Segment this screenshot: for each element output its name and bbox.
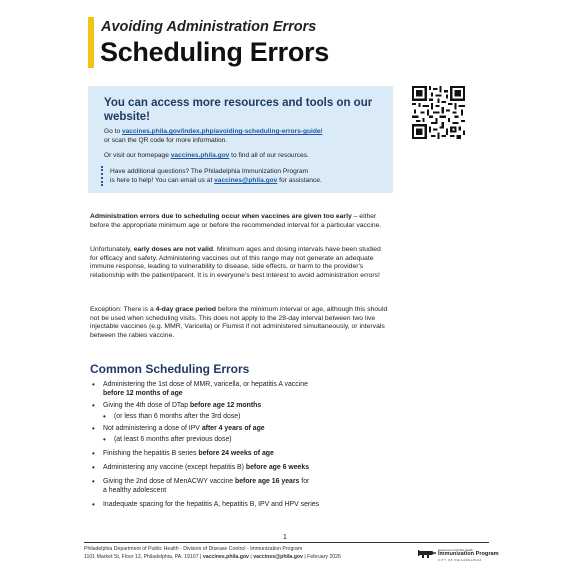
b5-bold: before age 6 weeks xyxy=(245,464,310,471)
list-item-text xyxy=(93,381,393,398)
qr-code-icon[interactable] xyxy=(412,86,465,139)
list-item xyxy=(93,425,393,434)
resources-line-5 xyxy=(110,177,322,186)
list-item xyxy=(93,464,393,473)
b6-bold: before age 16 years xyxy=(235,478,300,485)
document-title: Scheduling Errors xyxy=(100,37,329,67)
exception-b: before the minimum interval or age, although this should not be used when scheduling visits. This does not apply to the 28-day interval between two live injectable vaccines (e.g. MMR, Varicella) or Flumist if not administered simultaneously, or intervals between the rabies vaccine. xyxy=(90,306,388,340)
email-link[interactable]: vaccines@phila.gov xyxy=(214,177,278,184)
list-item-text xyxy=(93,478,393,495)
resources-line-2: or scan the QR code for more information. xyxy=(104,137,228,144)
resources-line-3-suffix: to find all of our resources. xyxy=(229,152,309,159)
list-item-text xyxy=(93,425,393,434)
list-subitem xyxy=(104,436,384,445)
resources-line-5-text: is here to help! You can email us at xyxy=(110,177,215,184)
list-item xyxy=(93,402,393,411)
footer-line-1: Philadelphia Department of Public Health - Division of Disease Control - Immunization Program xyxy=(84,546,303,552)
logo-city-text: CITY OF PHILADELPHIA xyxy=(438,558,482,562)
footer-line-2 xyxy=(84,554,341,561)
intro-rest: – either before the appropriate minimum age or before the recommended interval for a particular vaccine. xyxy=(90,213,382,229)
b3-bold: after 4 years of age xyxy=(201,425,265,432)
exception-paragraph xyxy=(90,306,390,341)
list-item-text xyxy=(93,402,393,411)
validity-a: Unfortunately, xyxy=(90,246,134,253)
b3-sub: • (at least 6 months after previous dose) xyxy=(114,436,232,443)
footer-date: | February 2026 xyxy=(302,554,341,560)
footer-separator: | xyxy=(248,554,254,560)
list-item xyxy=(93,450,393,459)
exception-bold: 4-day grace period xyxy=(155,306,217,313)
list-item xyxy=(93,381,393,398)
resources-line-1 xyxy=(104,128,322,137)
intro-paragraph xyxy=(90,213,390,230)
resources-line-5-suffix: for assistance. xyxy=(277,177,322,184)
homepage-link[interactable]: vaccines.phila.gov xyxy=(170,152,230,159)
b6-line2: a healthy adolescent xyxy=(103,486,167,494)
logo-department-text: Department of Public Health xyxy=(438,548,473,552)
list-item-text xyxy=(93,450,393,459)
syringe-logo-icon xyxy=(418,550,436,558)
validity-paragraph xyxy=(90,246,390,281)
footer-email-link[interactable]: vaccines@phila.gov xyxy=(253,554,303,560)
list-subitem xyxy=(104,413,384,422)
guide-link[interactable]: vaccines.phila.gov/index.php/avoiding-scheduling-errors-guide/ xyxy=(121,128,323,135)
intro-bold: Administration errors due to scheduling occur when vaccines are given too early xyxy=(90,213,352,220)
questions-dotted-bar xyxy=(101,166,103,186)
list-item xyxy=(93,478,393,495)
footer-website-link[interactable]: vaccines.phila.gov xyxy=(202,554,249,560)
logo-program-text: Immunization Program xyxy=(438,551,499,557)
common-errors-heading: Common Scheduling Errors xyxy=(90,362,250,376)
b6-rest: for xyxy=(299,478,310,485)
footer-address: 1101 Market St, Floor 12, Philadelphia, PA, 19107 | xyxy=(84,554,203,560)
b2-bold: before age 12 months xyxy=(189,402,262,409)
b2-sub: • (or less than 6 months after the 3rd dose) xyxy=(114,413,241,420)
validity-b: . Minimum ages and dosing intervals have been studied for efficacy and safety. Administering vaccines out of this range may not generate an adequate immune response, leading to vulnerability to disease, side effects, or harm to the provider's relationship with the patient/parent. It is in everyone's best interest to avoid administration errors! xyxy=(90,246,381,280)
resources-line-3-text: Or visit our homepage xyxy=(104,152,171,159)
header-accent-bar xyxy=(88,17,94,68)
b4-bold: before 24 weeks of age xyxy=(198,450,274,457)
footer-divider xyxy=(84,542,489,543)
validity-bold: early doses are not valid xyxy=(133,246,214,253)
exception-a: Exception: There is a xyxy=(90,306,156,313)
b6-text: Giving the 2nd dose of MenACWY vaccine xyxy=(103,478,236,485)
resources-line-4: Have additional questions? The Philadelphia Immunization Program xyxy=(110,168,309,175)
b7-text: • Inadequate spacing for the hepatitis A, hepatitis B, IPV and HPV series xyxy=(103,501,320,508)
list-item-text xyxy=(93,464,393,473)
b1-text: Administering the 1st dose of MMR, varicella, or hepatitis A vaccine xyxy=(103,381,308,388)
b2-text: Giving the 4th dose of DTap xyxy=(103,402,190,409)
document-subtitle: Avoiding Administration Errors xyxy=(101,19,317,35)
list-item xyxy=(93,501,393,510)
b5-text: Administering any vaccine (except hepatitis B) xyxy=(103,464,246,471)
b3-text: Not administering a dose of IPV xyxy=(103,425,202,432)
resources-line-3 xyxy=(104,152,309,161)
page-number: 1 xyxy=(283,534,287,541)
b4-text: Finishing the hepatitis B series xyxy=(103,450,199,457)
resources-heading: You can access more resources and tools on our website! xyxy=(104,97,373,123)
resources-line-1-text: Go to xyxy=(104,128,122,135)
b1-bold: before 12 months of age xyxy=(103,389,183,397)
